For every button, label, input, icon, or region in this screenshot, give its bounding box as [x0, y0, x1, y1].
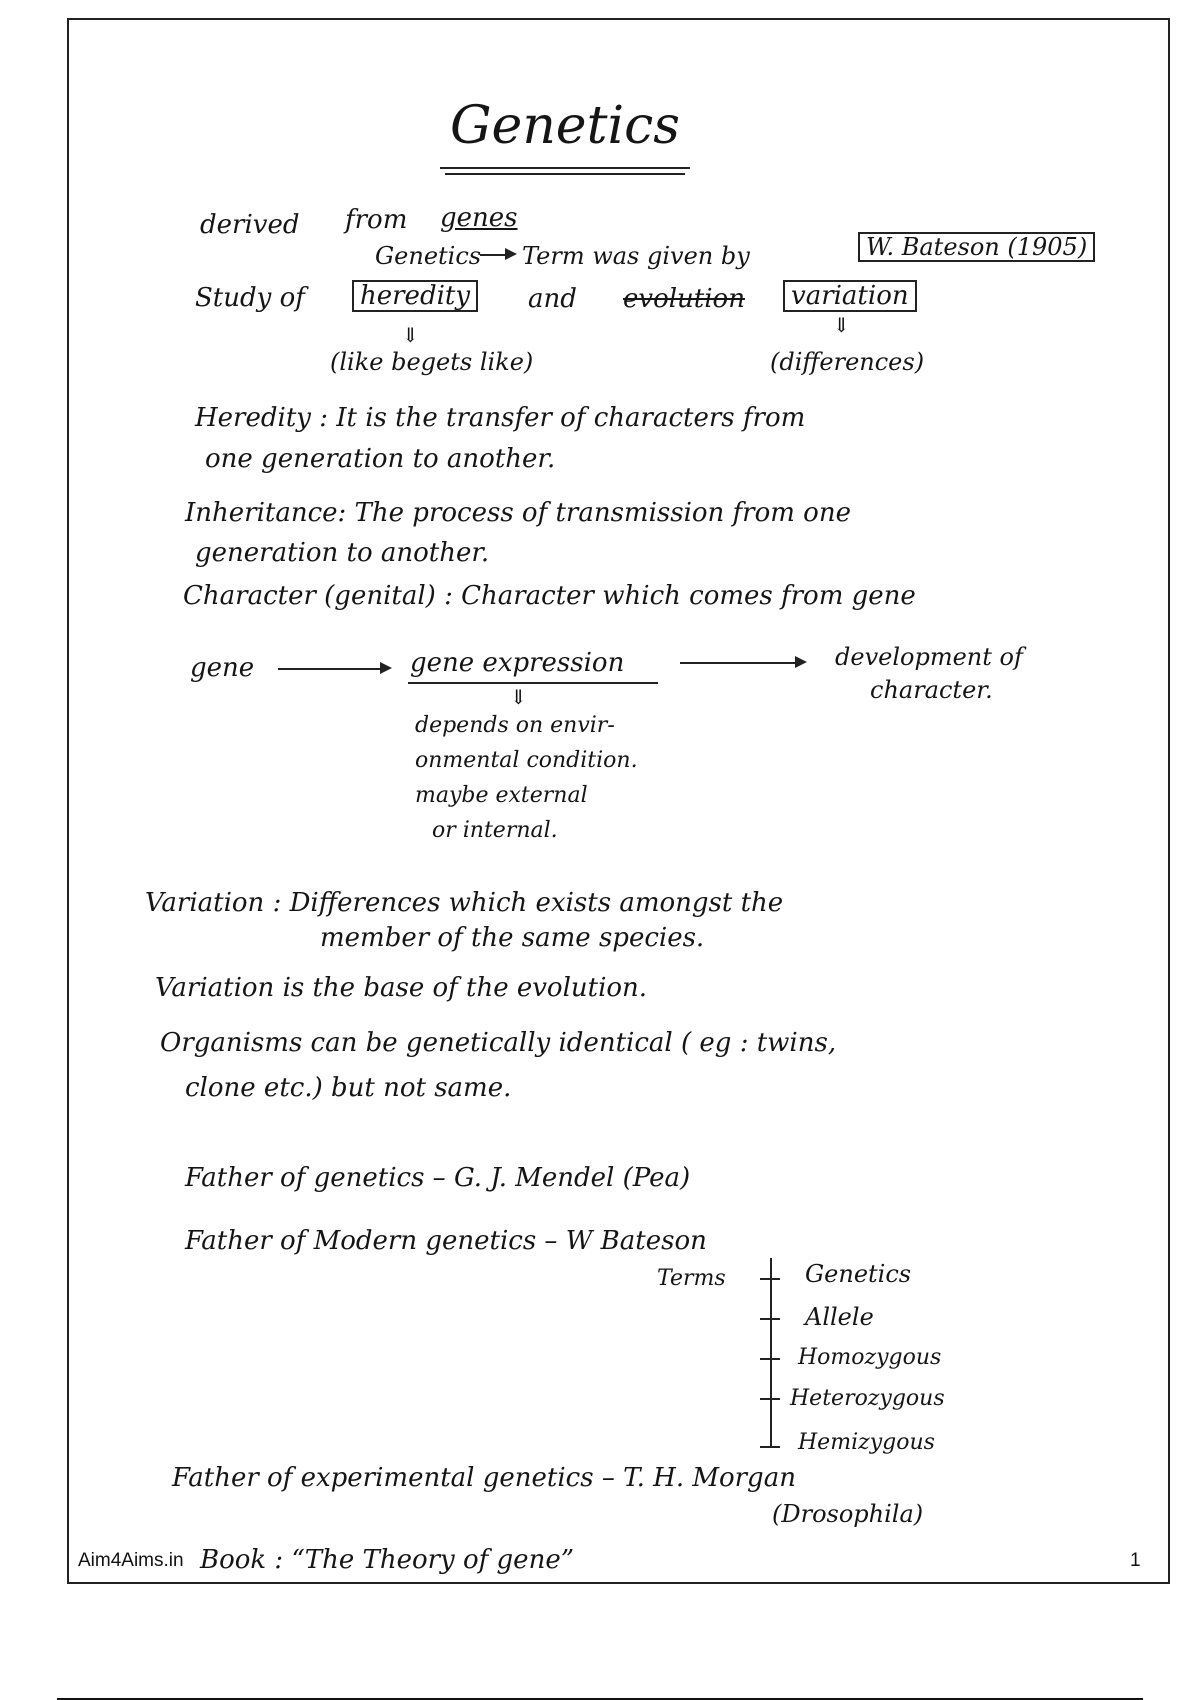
father-of-experimental-genetics: Father of experimental genetics – T. H. Morgan: [172, 1463, 796, 1493]
terms-tick: [760, 1318, 780, 1320]
study-of-text: Study of: [195, 283, 305, 313]
inheritance-definition-line1: Inheritance: The process of transmission from one: [185, 498, 851, 528]
heredity-box: heredity: [352, 280, 478, 312]
arrow-down-icon: ⇓: [402, 323, 419, 347]
terms-tick: [760, 1278, 780, 1280]
footer-site: Aim4Aims.in: [78, 1550, 184, 1571]
term-item: Heterozygous: [790, 1386, 945, 1411]
arrow-right-icon: [795, 656, 807, 668]
gene-expression-underline: [408, 682, 658, 684]
evolution-struck: evolution: [623, 284, 745, 314]
term-item: Allele: [805, 1303, 874, 1331]
terms-tick: [760, 1446, 780, 1448]
flow-note-line3: maybe external: [415, 783, 588, 808]
genetics-word: Genetics: [375, 242, 482, 270]
flow-character: character.: [870, 676, 993, 704]
and-text: and: [528, 284, 577, 314]
arrow-right-icon: [380, 662, 392, 674]
flow-note-line2: onmental condition.: [415, 748, 638, 773]
organisms-line1: Organisms can be genetically identical ( eg : twins,: [160, 1028, 837, 1058]
term-given-text: Term was given by: [522, 242, 750, 270]
heredity-definition-line2: one generation to another.: [205, 444, 556, 474]
flow-arrow-2: [680, 662, 798, 664]
variation-base: Variation is the base of the evolution.: [155, 973, 648, 1003]
terms-tick: [760, 1358, 780, 1360]
term-item: Genetics: [805, 1260, 912, 1288]
flow-note-line4: or internal.: [432, 818, 558, 843]
arrow-shaft: [480, 254, 508, 256]
variation-definition-line1: Variation : Differences which exists amongst the: [145, 888, 784, 918]
genes-word: genes: [440, 203, 518, 233]
like-begets-like: (like begets like): [330, 348, 534, 376]
bateson-box: W. Bateson (1905): [858, 232, 1095, 262]
terms-label: Terms: [657, 1266, 726, 1291]
variation-box: variation: [783, 280, 917, 312]
derived-word: derived: [200, 210, 300, 240]
flow-development: development of: [835, 643, 1023, 671]
character-definition: Character (genital) : Character which comes from gene: [183, 581, 916, 611]
arrow-down-icon: ⇓: [833, 313, 850, 337]
terms-tree-line: [770, 1258, 772, 1448]
terms-tick: [760, 1398, 780, 1400]
flow-arrow-1: [278, 668, 383, 670]
term-item: Hemizygous: [798, 1430, 935, 1455]
term-item: Homozygous: [798, 1345, 942, 1370]
page-number: 1: [1130, 1550, 1141, 1571]
father-of-genetics: Father of genetics – G. J. Mendel (Pea): [185, 1163, 691, 1193]
differences-text: (differences): [770, 348, 925, 376]
variation-definition-line2: member of the same species.: [320, 923, 705, 953]
arrow-down-icon: ⇓: [510, 685, 527, 709]
page-title: Genetics: [450, 96, 680, 156]
organisms-line2: clone etc.) but not same.: [185, 1073, 512, 1103]
drosophila-text: (Drosophila): [772, 1500, 924, 1528]
from-word: from: [345, 205, 408, 235]
title-underline: [440, 167, 690, 169]
inheritance-definition-line2: generation to another.: [195, 538, 490, 568]
heredity-definition-line1: Heredity : It is the transfer of characters from: [195, 403, 806, 433]
flow-note-line1: depends on envir-: [415, 713, 615, 738]
title-underline-2: [445, 173, 685, 175]
flow-gene-expression: gene expression: [410, 648, 625, 678]
father-of-modern-genetics: Father of Modern genetics – W Bateson: [185, 1226, 707, 1256]
flow-gene: gene: [190, 653, 255, 683]
book-reference: Book : “The Theory of gene”: [200, 1545, 574, 1575]
